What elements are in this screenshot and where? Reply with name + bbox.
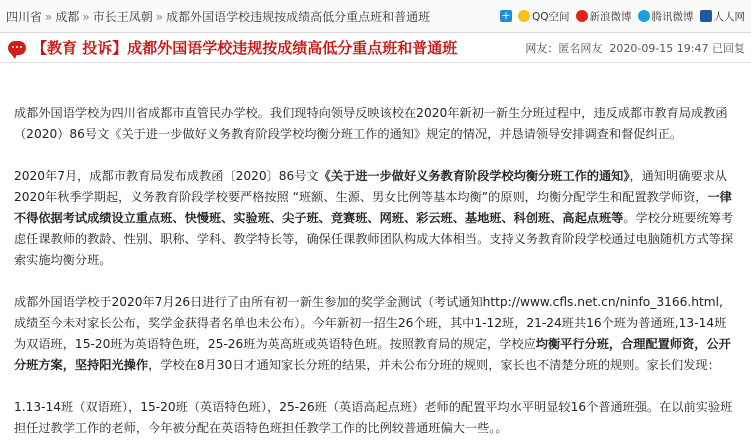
share-plus-icon[interactable]: + [501,9,511,22]
breadcrumb-current: 成都外国语学校违规按成绩高低分重点班和普通班 [166,9,431,24]
sina-weibo-icon [576,10,588,22]
share-tencent-weibo-button[interactable] [638,9,694,24]
paragraph-text: 2020年7月，成都市教育局发布成教函〔2020〕86号文 [14,169,319,183]
paragraph-text: 。学校分班要统筹考虑任课教师的教龄、性别、职称、学科、教学特长等，确保任课教师团队构成大体相当。支持义务教育阶段学校通过电脑随机方式等探索实施均衡分班。 [14,211,734,267]
paragraph-1: 成都外国语学校为四川省成都市直管民办学校。我们现特向领导反映该校在2020年新初一新生分班过程中，违反成都市教育局成教函（2020）86号文《关于进一步做好义务教育阶段学校均衡分班工作的通知》规定的情况，并恳请领导安排调查和督促纠正。 [14,106,728,141]
post-header [0,33,751,63]
share-sina-weibo-button[interactable] [576,9,632,24]
breadcrumb-province[interactable]: 四川省 [6,9,43,24]
notice-title-bold: 《关于进一步做好义务教育阶段学校均衡分班工作的通知》 [318,169,630,183]
prohibition-bold: 一律不得依据考试成绩设立重点班、快慢班、实验班、尖子班、竞赛班、网班、彩云班、基地班、科创班、高起点班等 [14,190,732,225]
breadcrumb-separator: » [155,9,164,24]
paragraph-text: 成都外国语学校于2020年7月26日进行了由所有初一新生参加的奖学金测试（考试通知http://www.cfls.net.cn/ninfo_3166.html, 成绩至今未对家长公布，奖学金获得者名单也未公布）。今年新初一招生26个班，其中1-12班，21-24班共16个班为普通班,13-14班为双语班，15-20班为英语特色班，25-26班为英高班或英语特色班。按照教育局的规定，学校应 [14,295,727,351]
share-qq-zone-button[interactable] [518,9,570,24]
share-bar [500,9,745,24]
author-label: 网友： [525,41,559,55]
breadcrumb-mayor[interactable]: 市长王凤朝 [92,9,153,24]
breadcrumb-separator: » [82,9,90,24]
paragraph-3 [14,292,737,376]
top-bar [0,0,751,33]
share-label: QQ空间 [531,10,570,23]
paragraph-text: ，学校在8月30日才通知家长分班的结果，并未公布分班的规则，家长也不清楚分班的规则。家长们发现： [148,358,720,372]
post-datetime: 2020-09-15 19:47 [609,41,709,55]
share-renren-button[interactable] [700,9,746,24]
renren-icon [700,10,712,22]
post-author: 匿名网友 [558,41,603,55]
paragraph-text: ，通知明确要求从2020年秋季学期起，义务教育阶段学校要严格按照 “班额、生源、男女比例等基本均衡”的原则，均衡分配学生和配置教学师资， [14,169,727,204]
share-label: 新浪微博 [589,10,632,23]
qq-zone-icon [518,10,530,22]
share-label: 腾讯微博 [651,10,694,23]
breadcrumb-separator: » [45,9,53,24]
post-title: 【教育 投诉】成都外国语学校违规按成绩高低分重点班和普通班 [32,39,458,57]
reply-status: 已回复 [712,41,745,55]
post-meta [525,40,745,56]
share-label: 人人网 [713,10,745,23]
post-body [0,63,751,439]
requirement-bold: 均衡平行分班，合理配置师资，公开分班方案，坚持阳光操作 [14,337,731,372]
speech-bubble-icon [8,41,26,55]
paragraph-4: 1.13-14班（双语班），15-20班（英语特色班），25-26班（英语高起点班）老师的配置平均水平明显较16个普通班强。在以前实验班担任过教学工作的老师，今年被分配在英语特色班担任教学工作的比例较普通班偏大一些。。 [14,400,733,435]
tencent-weibo-icon [638,10,650,22]
breadcrumb-city[interactable]: 成都 [55,9,80,24]
paragraph-2 [14,166,737,271]
breadcrumb [6,8,430,25]
